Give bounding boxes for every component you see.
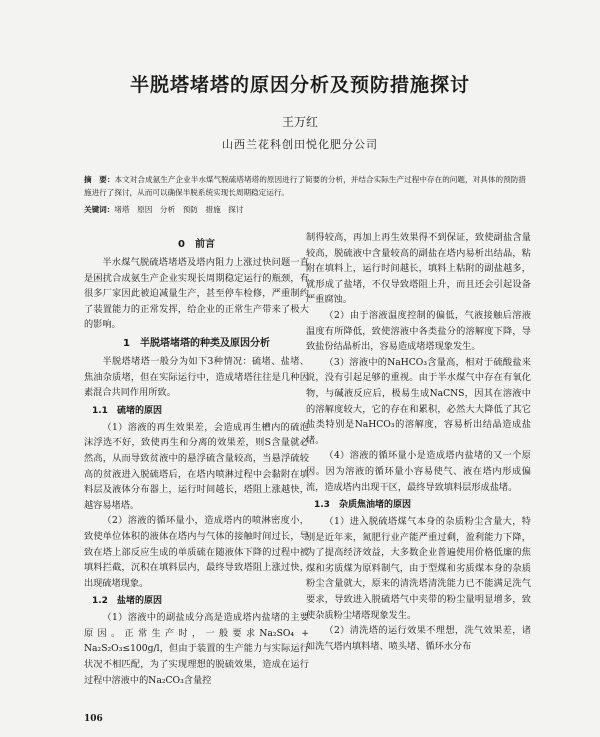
- paper-title: 半脱塔堵塔的原因分析及预防措施探讨: [129, 74, 470, 96]
- left-column: [84, 230, 309, 688]
- keywords-label: 关键词：: [84, 205, 115, 214]
- paragraph: （2）由于溶液温度控制的偏低，气液接触后溶液温度有所降低，致使溶液中各类盐分的溶解度下降，导致盐份结晶析出，容易造成堵塔现象发生。: [306, 309, 531, 353]
- keywords: [84, 203, 526, 216]
- subsection-heading-1-3: 1.3 杂质焦油堵的原因: [314, 500, 411, 511]
- paragraph: （4）溶液的循环量小是造成塔内盐堵的又一个原因。因为溶液的循环量小容易使气、液在塔内形成偏流，造成塔内出现干区，最终导致填料层形成盐堵。: [306, 450, 531, 493]
- subsection-heading-1-2: 1.2 盐堵的原因: [92, 596, 162, 607]
- subsection-heading-1-1: 1.1 硫堵的原因: [92, 405, 162, 416]
- abstract-text: 本文对合成氨生产企业半水煤气脱硫塔堵塔的原因进行了简要的分析，并结合实际生产过程中存在的问题，对具体的预防措施进行了探讨，从而可以确保半脱系统实现长周期稳定运行。: [84, 175, 526, 197]
- paragraph: （3）溶液中的NaHCO₃含量高，相对于硫酸盐来说，没有引起足够的重视。由于半水煤气中存在有氧化物，与碱液反应后，极易生成NaCNS，因其在溶液中的溶解度较大，它的存在和累积，必然大大降低了其它盐类特别是NaHCO₃的溶解度，容易析出结晶造成盐堵。: [306, 356, 531, 446]
- paragraph: 半水煤气脱硫塔堵塔及塔内阻力上涨过快问题一直是困扰合成氨生产企业实现长周期稳定运行的瓶颈，有很多厂家因此被迫减量生产，甚至停车检修，严重制约了装置能力的正常发挥，给企业的正常生产带来了极大的影响。: [84, 257, 309, 331]
- paragraph: 半脱塔堵塔一般分为如下3种情况：硫堵、盐堵、焦油杂质堵，但在实际运行中，造成堵塔往往是几种因素混合共同作用所致。: [84, 355, 309, 399]
- abstract: [84, 173, 526, 199]
- section-heading-intro: 0 前言: [178, 239, 215, 250]
- author-name: 王万红: [281, 115, 318, 129]
- paragraph: （1）溶液的再生效果差，会造成再生槽内的硫泡沫浮选不好，致使再生和分离的效果差，则S含量就必然高，从而导致贫液中的悬浮硫含量较高，当悬浮硫较高的贫液进入脱硫塔后，在塔内喷淋过程中会黏附在填料层及液体分布器上，运行时间越长，塔阻上涨越快，越容易堵塔。: [84, 421, 309, 511]
- paragraph-continued: 制得较高，再加上再生效果得不到保证，致使副盐含量较高，脱硫液中含量较高的副盐在塔内易析出结晶，粘附在填料上，运行时间越长，填料上粘附的副盐越多，就形成了盐堵，不仅导致塔阻上升，而且还会引起设备严重腐蚀。: [306, 232, 531, 306]
- section-heading-1: 1 半脱塔堵塔的种类及原因分析: [123, 337, 270, 349]
- page-number: 106: [84, 714, 103, 724]
- paragraph: （1）溶液中的副盐成分高是造成塔内盐堵的主要原因。正常生产时，一般要求Na₂SO₄ + Na₂S₂O₃≤100g/l，但由于装置的生产能力与实际运行状况不相匹配，为了实现理想的脱硫效果，造成在运行过程中溶液中的Na₂CO₃含量控: [84, 612, 309, 686]
- author-affiliation: 山西兰花科创田悦化肥分公司: [222, 138, 378, 151]
- paragraph: （2）清洗塔的运行效果不理想，洗气效果差，诸如洗气塔内填料堵、喷头堵、循环水分布: [306, 625, 531, 652]
- keywords-text: 堵塔 原因 分析 预防 措施 探讨: [114, 205, 244, 214]
- paragraph: （2）溶液的循环量小，造成塔内的喷淋密度小，致使单位体积的液体在塔内与气体的接触时间过长，导致在塔上部反应生成的单质硫在随液体下降的过程中被填料拦截，沉积在填料层内，最终导致塔阻上涨过快，出现硫堵现象。: [84, 515, 309, 589]
- abstract-label: 摘 要：: [84, 175, 115, 184]
- right-column: [306, 230, 531, 654]
- paragraph: （1）进入脱硫塔煤气本身的杂质粉尘含量大，特别是近年来，氮肥行业产能严重过剩，盈利能力下降，为了提高经济效益，大多数企业普遍使用价格低廉的焦煤和劣质煤为原料制气，由于型煤和劣质煤本身的杂质粉尘含量就大，原来的清洗塔清洗能力已不能满足洗气要求，导致进入脱硫塔气中夹带的粉尘量明显增多，致使杂质粉尘堵塔现象发生。: [306, 516, 531, 621]
